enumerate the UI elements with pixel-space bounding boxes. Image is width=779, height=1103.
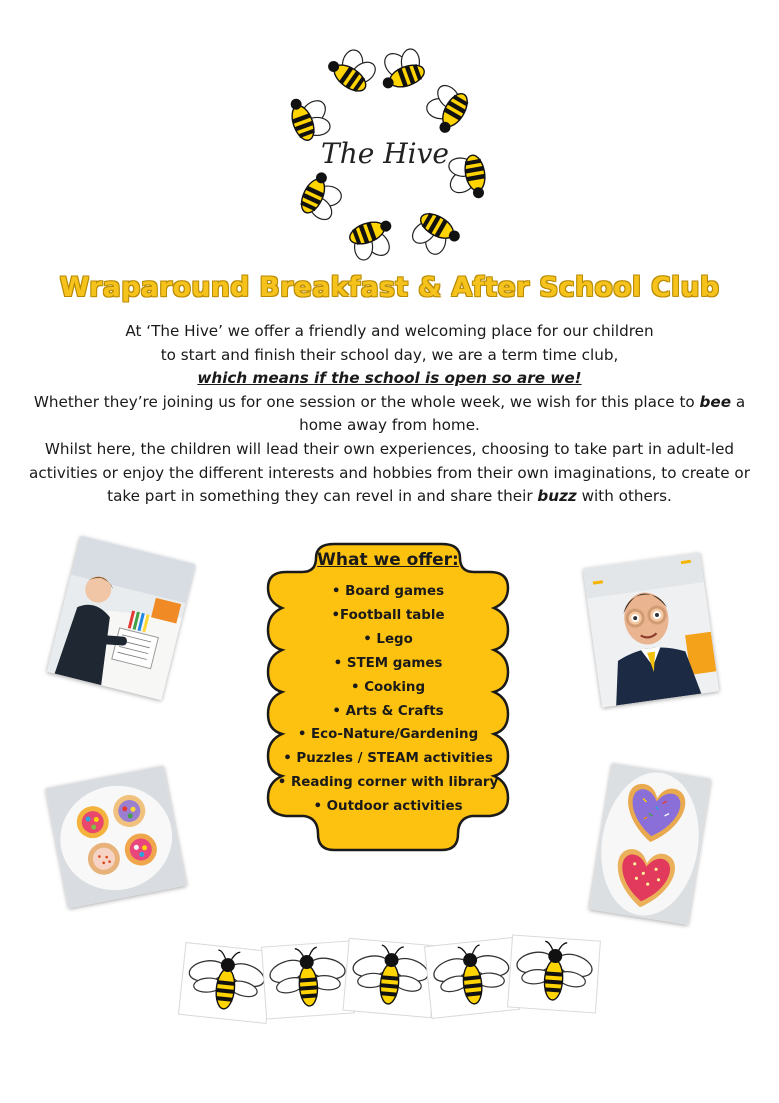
- buzz-emphasis: buzz: [537, 487, 577, 506]
- offer-item: • Puzzles / STEAM activities: [283, 751, 493, 767]
- intro-text: [14, 320, 765, 509]
- offer-heading: What we offer:: [317, 550, 459, 570]
- photo-heart-biscuits: [589, 763, 711, 925]
- offer-item: • Reading corner with library: [277, 775, 499, 791]
- intro-line-2: to start and finish their school day, we are a term time club,: [160, 345, 619, 364]
- offer-item: • STEM games: [333, 655, 443, 671]
- intro-line-8: take part in something they can revel in and share their buzz with others.: [107, 487, 672, 506]
- intro-line-6: Whilst here, the children will lead their own experiences, choosing to take part in adult-led: [44, 439, 735, 458]
- bee-strip: [178, 928, 603, 1028]
- photo-cupcakes: [45, 766, 186, 909]
- page-title: Wraparound Breakfast & After School Club: [59, 272, 720, 303]
- offer-list: [232, 580, 544, 819]
- offer-item: • Arts & Crafts: [332, 703, 444, 719]
- offer-item: • Eco-Nature/Gardening: [297, 727, 479, 743]
- intro-line-1: At ‘The Hive’ we offer a friendly and welcoming place for our children: [125, 322, 654, 340]
- logo-text: The Hive: [321, 137, 449, 170]
- offer-item: • Lego: [363, 631, 413, 647]
- offer-item: • Board games: [331, 584, 445, 599]
- intro-line-5: home away from home.: [299, 416, 480, 435]
- the-hive-logo: [255, 28, 515, 273]
- photo-boy-goggles: [583, 552, 719, 707]
- offer-item: • Cooking: [350, 679, 426, 695]
- intro-line-7: activities or enjoy the different interests and hobbies from their own imaginations, to create or: [29, 463, 750, 482]
- intro-tagline: which means if the school is open so are we!: [197, 369, 582, 388]
- intro-line-4: Whether they’re joining us for one session or the whole week, we wish for this place to bee a: [33, 392, 746, 411]
- offer-item: • Outdoor activities: [313, 799, 463, 815]
- offer-item: •Football table: [331, 607, 445, 623]
- photo-child-drawing: [47, 536, 195, 700]
- bee-emphasis: bee: [699, 392, 732, 411]
